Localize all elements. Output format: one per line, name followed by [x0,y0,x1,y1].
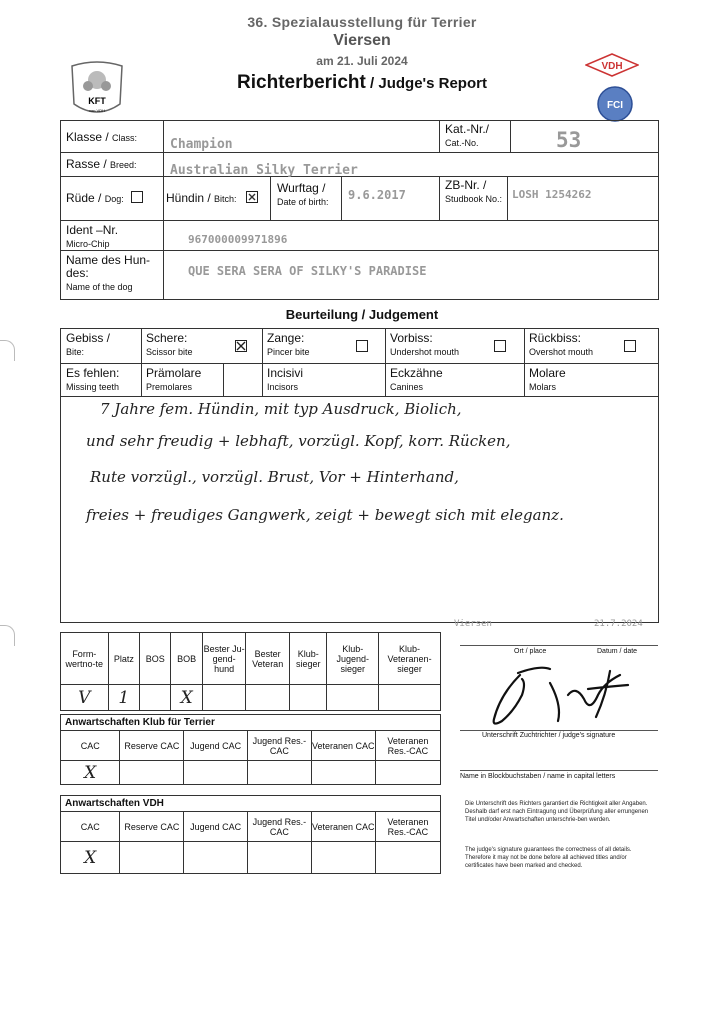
canines-label: Eckzähne Canines [390,366,443,392]
vdh-title: Anwartschaften VDH [61,796,441,812]
results-header: Klub-sieger [289,633,326,685]
pincer-bite-label: Zange: Pincer bite [267,331,310,357]
punch-hole-mark [0,625,15,646]
pincer-bite-checkbox[interactable] [356,340,368,352]
chip-value: 967000009971896 [188,233,288,246]
dog-name-value: QUE SERA SERA OF SILKY'S PARADISE [188,264,427,278]
birth-date-label: Wurftag / Date of birth: [277,181,329,207]
vdh-header: CAC [61,812,120,842]
breed-value: Australian Silky Terrier [170,163,358,178]
bite-label: Gebiss / Bite: [66,331,111,357]
date-label: Datum / date [597,648,638,655]
class-value: Champion [170,137,233,152]
show-location: Viersen [333,32,391,49]
club-title: Anwartschaften Klub für Terrier [61,715,441,731]
catalog-number-label: Kat.-Nr./ Cat.-No. [445,122,490,148]
overshot-checkbox[interactable] [624,340,636,352]
results-cell: V [61,685,109,711]
club-header: Veteranen Res.-CAC [375,731,440,761]
club-header: CAC [61,731,120,761]
results-cell: X [171,685,202,711]
results-header: BOB [171,633,202,685]
undershot-label: Vorbiss: Undershot mouth [390,331,460,357]
svg-text:VDH: VDH [601,61,623,72]
vdh-header: Veteranen Res.-CAC [375,812,440,842]
svg-text:FCI: FCI [606,100,624,111]
results-cell [327,685,379,711]
punch-hole-mark [0,340,15,361]
signature-note-de: Die Unterschrift des Richters garantiert die Richtigkeit aller Angaben. Deshalb darf erst nach Eintragung und Überprüfung aller errungenen Titel und/oder Anwartschaften unterschrie-ben werden. [465,801,649,823]
studbook-value: LOSH 1254262 [512,188,592,201]
signature-label: Unterschrift Zuchtrichter / judge's signature [482,732,616,739]
club-cac-mark: X [61,761,120,785]
vdh-certificates-table [60,795,441,874]
scissor-bite-label: Schere: Scissor bite [146,331,193,357]
place-label: Ort / place [514,648,547,655]
results-header: Form-wertno-te [61,633,109,685]
molars-label: Molare Molars [529,366,566,392]
results-header: Bester Veteran [246,633,290,685]
studbook-label: ZB-Nr. / Studbook No.: [445,178,503,204]
svg-text:von VDH: von VDH [88,108,106,113]
class-label: Klasse / Class: [66,130,138,144]
signature-note-en: The judge's signature guarantees the correctness of all details. Therefore it may not be done before all achieved titles and/or certificates have been marked and checked. [465,847,632,869]
club-header: Veteranen CAC [311,731,375,761]
vdh-cac-mark: X [61,842,120,874]
vdh-header: Reserve CAC [120,812,184,842]
kft-logo [62,56,132,122]
page-title: Richterbericht / Judge's Report [237,72,487,93]
male-label: Rüde / Dog: [66,191,124,205]
vdh-header: Jugend Res.-CAC [248,812,312,842]
club-header: Jugend Res.-CAC [248,731,312,761]
check-mark-icon [247,192,257,202]
undershot-checkbox[interactable] [494,340,506,352]
vdh-logo [585,53,639,77]
female-label: Hündin / Bitch: [166,191,237,205]
results-table [60,632,441,711]
capital-name-label: Name in Blockbuchstaben / name in capital letters [460,773,616,780]
judgement-text-line: 7 Jahre fem. Hündin, mit typ Ausdruck, Biolich, [100,400,462,418]
check-mark-icon [236,341,246,351]
female-checkbox[interactable] [246,191,258,203]
results-cell [202,685,246,711]
club-certificates-table [60,714,441,785]
catalog-number-value: 53 [556,128,582,152]
incisors-label: Incisivi Incisors [267,366,304,392]
show-date: am 21. Juli 2024 [316,54,408,68]
premolars-label: Prämolare Premolares [146,366,202,392]
place-value: Viersen [454,619,492,629]
chip-label: Ident –Nr. Micro-Chip [66,223,119,249]
vdh-header: Veteranen CAC [311,812,375,842]
judgement-heading: Beurteilung / Judgement [285,307,439,322]
missing-teeth-label: Es fehlen: Missing teeth [66,366,120,392]
results-header: Bester Ju-gend-hund [202,633,246,685]
birth-date-value: 9.6.2017 [348,188,406,202]
club-header: Jugend CAC [184,731,248,761]
date-value: 21.7.2024 [594,619,643,629]
svg-text:KFT: KFT [88,96,106,106]
results-header: Klub-Jugend-sieger [327,633,379,685]
club-header: Reserve CAC [120,731,184,761]
judgement-text-line: Rute vorzügl., vorzügl. Brust, Vor + Hinterhand, [90,468,459,486]
vdh-header: Jugend CAC [184,812,248,842]
results-cell [379,685,441,711]
results-cell [246,685,290,711]
scissor-bite-checkbox[interactable] [235,340,247,352]
dog-name-label: Name des Hun-des: Name of the dog [66,253,151,292]
male-checkbox[interactable] [131,191,143,203]
results-header: Klub-Veteranen-sieger [379,633,441,685]
results-cell [289,685,326,711]
overshot-label: Rückbiss: Overshot mouth [529,331,594,357]
judge-signature [480,655,640,730]
show-title: 36. Spezialausstellung für Terrier [247,14,477,30]
results-header: BOS [140,633,171,685]
results-header: Platz [108,633,139,685]
breed-label: Rasse / Breed: [66,157,137,171]
results-cell [140,685,171,711]
judgement-text-line: und sehr freudig + lebhaft, vorzügl. Kopf, korr. Rücken, [86,432,511,450]
results-cell: 1 [108,685,139,711]
judgement-text-line: freies + freudiges Gangwerk, zeigt + bewegt sich mit eleganz. [86,506,564,524]
fci-logo [596,85,634,123]
